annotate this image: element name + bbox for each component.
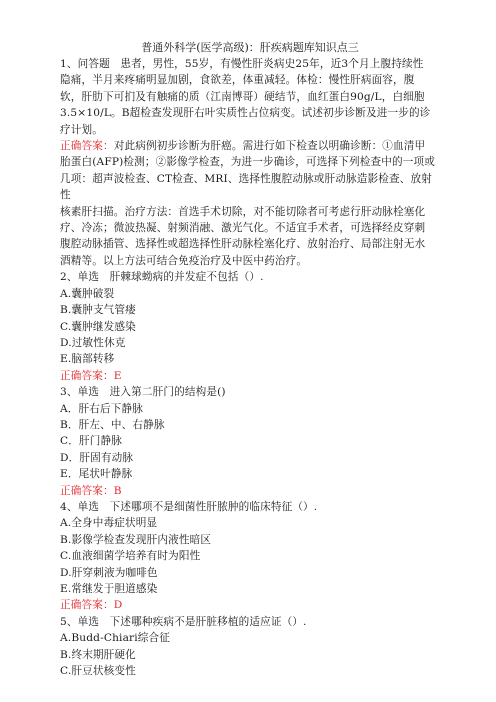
answer-1-line: 腹腔动脉插管、选择性或超选择性肝动脉栓塞化疗、放射治疗、局部注射无水 (60, 238, 426, 251)
correct-answer (60, 483, 440, 499)
option-c: C.囊肿继发感染 (60, 320, 136, 333)
answer-value: D (113, 599, 123, 612)
question-1-line: 疗计划。 (60, 123, 103, 136)
correct-answer (60, 597, 440, 613)
answer-label: 正确答案： (60, 140, 114, 153)
question-3 (60, 384, 440, 499)
question-stem: 3、单选 进入第二肝门的结构是() (60, 386, 226, 399)
document-title: 普通外科学(医学高级)：肝疾病题库知识点三 (141, 41, 359, 54)
answer-label: 正确答案： (60, 369, 114, 382)
option-d: D．肝固有动脉 (60, 451, 134, 464)
option-e: E.常继发于胆道感染 (60, 583, 158, 595)
question-5 (60, 614, 440, 680)
question-1-line: 3.5×10/L。B超检查发现肝右叶实质性占位病变。试述初步诊断及进一步的诊 (60, 107, 431, 120)
question-4 (60, 499, 440, 614)
option-b: B.终末期肝硬化 (60, 648, 136, 661)
answer-1-line: 几项：超声波检查、CT检查、MRI、选择性腹腔动脉或肝动脉造影检查、放射性 (60, 172, 432, 202)
option-e: E.脑部转移 (60, 353, 115, 366)
answer-1-line (60, 138, 440, 154)
option-c: C.血液细菌学培养有时为阳性 (60, 550, 201, 563)
answer-label: 正确答案： (60, 484, 114, 497)
answer-1-line: 胎蛋白(AFP)检测；②影像学检查，为进一步确诊，可选择下列检查中的一项或 (60, 156, 435, 169)
answer-1-line: 核素肝扫描。治疗方法：首选手术切除，对不能切除者可考虑行肝动脉栓塞化 (60, 205, 426, 218)
option-a: A.全身中毒症状明显 (60, 517, 158, 530)
answer-1-line: 疗、冷冻；微波热凝、射频消融、激光气化。不适宜手术者，可选择经皮穿刺 (60, 222, 426, 235)
question-stem: 4、单选 下述哪项不是细菌性肝脓肿的临床特征（）. (60, 500, 318, 513)
answer-label: 正确答案： (60, 599, 114, 612)
question-1-line: 1、问答题 患者，男性，55岁，有慢性肝炎病史25年，近3个月上腹持续性 (60, 58, 424, 70)
option-c: C．肝门静脉 (60, 435, 122, 448)
answer-1-line: 酒精等。以上方法可结合免疫治疗及中医中药治疗。 (60, 254, 308, 267)
question-2 (60, 269, 440, 384)
question-1-line: 软，肝肋下可扪及有触痛的质（江南博哥）硬结节，血红蛋白90g/L，白细胞 (60, 90, 425, 103)
option-e: E．尾状叶静脉 (60, 468, 133, 481)
question-stem: 2、单选 肝棘球蚴病的并发症不包括（）. (60, 271, 264, 284)
correct-answer (60, 368, 440, 384)
option-a: A.Budd-Chiari综合征 (60, 632, 171, 645)
option-a: A．肝右后下静脉 (60, 402, 144, 415)
answer-1-text: 对此病例初步诊断为肝癌。需进行如下检查以明确诊断：①血清甲 (113, 140, 426, 153)
option-b: B．肝左、中、右静脉 (60, 418, 165, 431)
question-1 (60, 56, 440, 269)
option-c: C.肝豆状核变性 (60, 665, 136, 678)
option-b: B.囊肿支气管瘘 (60, 304, 136, 317)
option-d: D.过敏性休克 (60, 336, 126, 349)
option-d: D.肝穿刺液为咖啡色 (60, 566, 158, 579)
answer-value: B (113, 484, 122, 497)
answer-value: E (113, 369, 122, 382)
option-a: A.囊肿破裂 (60, 287, 115, 300)
option-b: B.影像学检查发现肝内液性暗区 (60, 533, 212, 546)
question-stem: 5、单选 下述哪种疾病不是肝脏移植的适应证（）. (60, 615, 307, 628)
question-1-line: 隐痛，半月来疼痛明显加剧，食欲差，体重减轻。体检：慢性肝病面容，腹 (60, 74, 415, 87)
